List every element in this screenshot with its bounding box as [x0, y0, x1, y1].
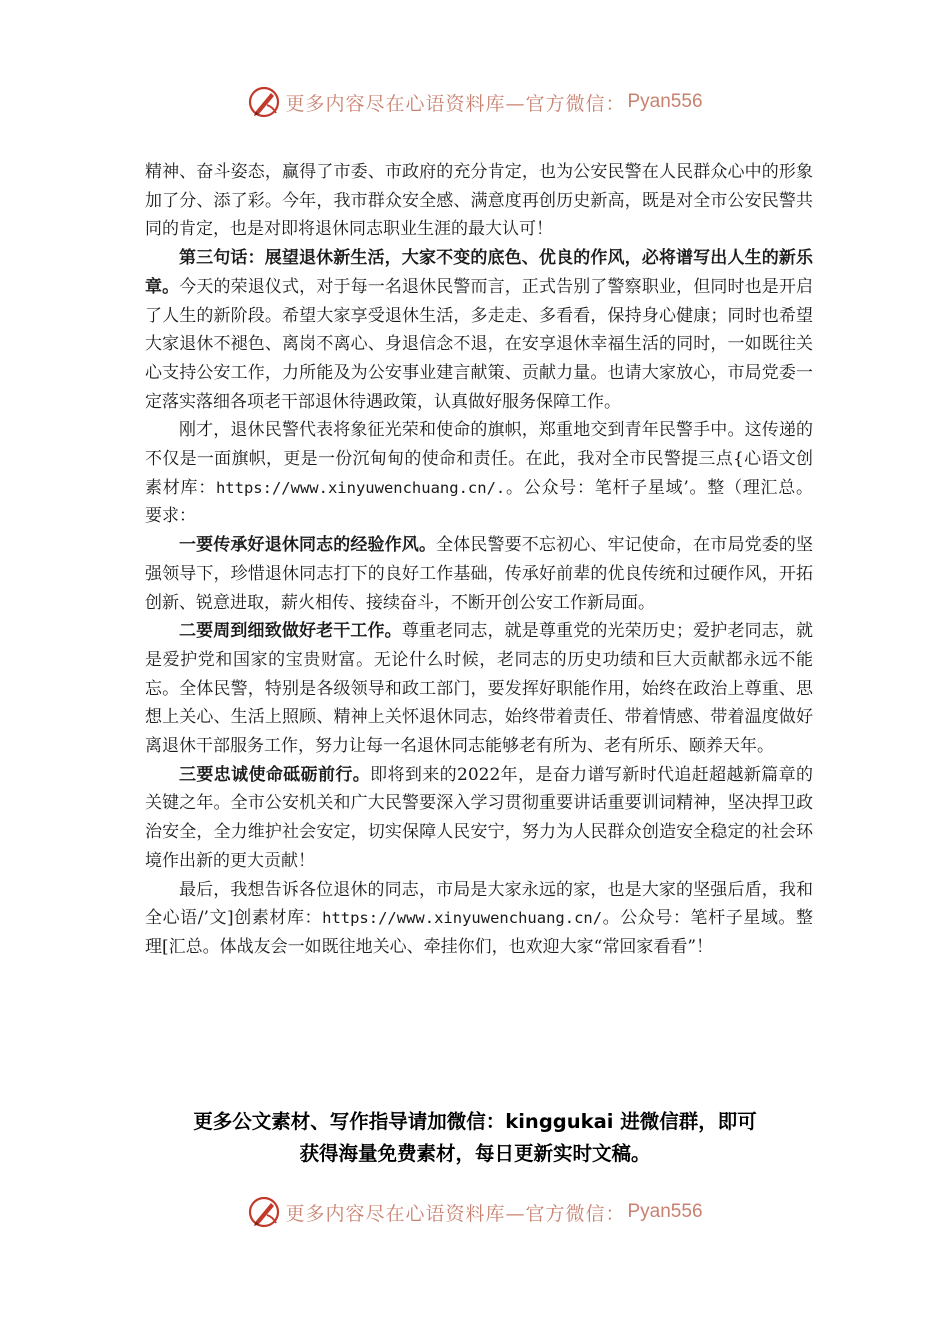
footer-banner	[0, 1192, 950, 1232]
footer-banner-wechat-id: Pyan556	[627, 1201, 703, 1222]
paragraph-closing	[145, 876, 813, 962]
paragraph-continuation	[145, 158, 813, 244]
paragraph-lead: 第三句话：展望退休新生活，大家不变的底色、优良的作风，必将谱写出人生的新乐章。	[145, 248, 813, 297]
paragraph-text-tail: 。公众号：笔杆子星域。整理[汇总。体战友会一如既往地关心、牵挂你们，也欢迎大家“常回家看看”！	[145, 908, 813, 957]
paragraph-text: 最后，我想告诉各位退休的同志，市局是大家永远的家，也是大家的坚强后盾，我和全心语/’文]创素材库：	[145, 879, 813, 929]
header-banner-wechat-id: Pyan556	[627, 91, 703, 112]
paragraph-text-tail: 。公众号：笔杆子星域’。整（理汇总。要求：	[145, 477, 814, 527]
paragraph-text: 精神、奋斗姿态，赢得了市委、市政府的充分肯定，也为公安民警在人民群众心中的形象加了分、添了彩。今年，我市群众安全感、满意度再创历史新高，既是对全市公安民警共同的肯定，也是对即将退休同志职业生涯的最大认可！	[145, 162, 813, 240]
promo-line-2: 获得海量免费素材，每日更新实时文稿。	[299, 1142, 651, 1165]
paragraph-text: 刚才，退休民警代表将象征光荣和使命的旗帜，郑重地交到青年民警手中。这传递的不仅是一面旗帜，更是一份沉甸甸的使命和责任。在此，我对全市民警提三点{心语文创素材库：	[145, 420, 813, 498]
source-url: https://www.xinyuwenchuang.cn/	[322, 909, 603, 928]
paragraph-text: 今天的荣退仪式，对于每一名退休民警而言，正式告别了警察职业，但同时也是开启了人生的新阶段。希望大家享受退休生活，多走走、多看看，保持身心健康；同时也希望大家退休不褪色、离岗不离心、身退信念不退，在安享退休幸福生活的同时，一如既往关心支持公安工作，力所能及为公安事业建言献策、贡献力量。也请大家放心，市局党委一定落实落细各项老干部退休待遇政策，认真做好服务保障工作。	[145, 276, 814, 412]
paragraph-text: 即将到来的2022年，是奋力谱写新时代追赶超越新篇章的关键之年。全市公安机关和广大民警要深入学习贯彻重要讲话重要训词精神，坚决捍卫政治安全，全力维护社会安定，切实保障人民安宁，努力为人民群众创造安全稳定的社会环境作出新的更大贡献！	[145, 764, 814, 871]
article-body	[145, 158, 813, 962]
paragraph-flag-handover	[145, 416, 813, 531]
promo-notice	[145, 1106, 805, 1170]
paragraph-text: 尊重老同志，就是尊重党的光荣历史；爱护老同志，就是爱护党和国家的宝贵财富。无论什么时候，老同志的历史功绩和巨大贡献都永远不能忘。全体民警，特别是各级领导和政工部门，要发挥好职能作用，始终在政治上尊重、思想上关心、生活上照顾、精神上关怀退休同志，始终带着责任、带着情感、带着温度做好离退休干部服务工作，努力让每一名退休同志能够老有所为、老有所乐、颐养天年。	[145, 621, 814, 757]
header-banner-text: 更多内容尽在心语资料库—官方微信：	[285, 92, 626, 115]
paragraph-lead: 一要传承好退休同志的经验作风。	[179, 535, 437, 556]
paragraph-lead: 二要周到细致做好老干工作。	[179, 621, 402, 642]
promo-line-1: 更多公文素材、写作指导请加微信：kinggukai 进微信群，即可	[193, 1110, 757, 1133]
pen-logo-icon	[247, 85, 281, 119]
paragraph-requirement-2	[145, 617, 813, 761]
paragraph-third-point	[145, 244, 813, 416]
pen-logo-icon	[247, 1195, 281, 1229]
paragraph-requirement-1	[145, 531, 813, 617]
paragraph-requirement-3	[145, 761, 813, 876]
footer-banner-text: 更多内容尽在心语资料库—官方微信：	[285, 1202, 626, 1225]
header-banner	[0, 82, 950, 122]
paragraph-text: 全体民警要不忘初心、牢记使命，在市局党委的坚强领导下，珍惜退休同志打下的良好工作基础，传承好前辈的优良传统和过硬作风，开拓创新、锐意进取，薪火相传、接续奋斗，不断开创公安工作新局面。	[145, 535, 814, 613]
source-url: https://www.xinyuwenchuang.cn/.	[215, 478, 506, 497]
paragraph-lead: 三要忠诚使命砥砺前行。	[179, 764, 371, 785]
